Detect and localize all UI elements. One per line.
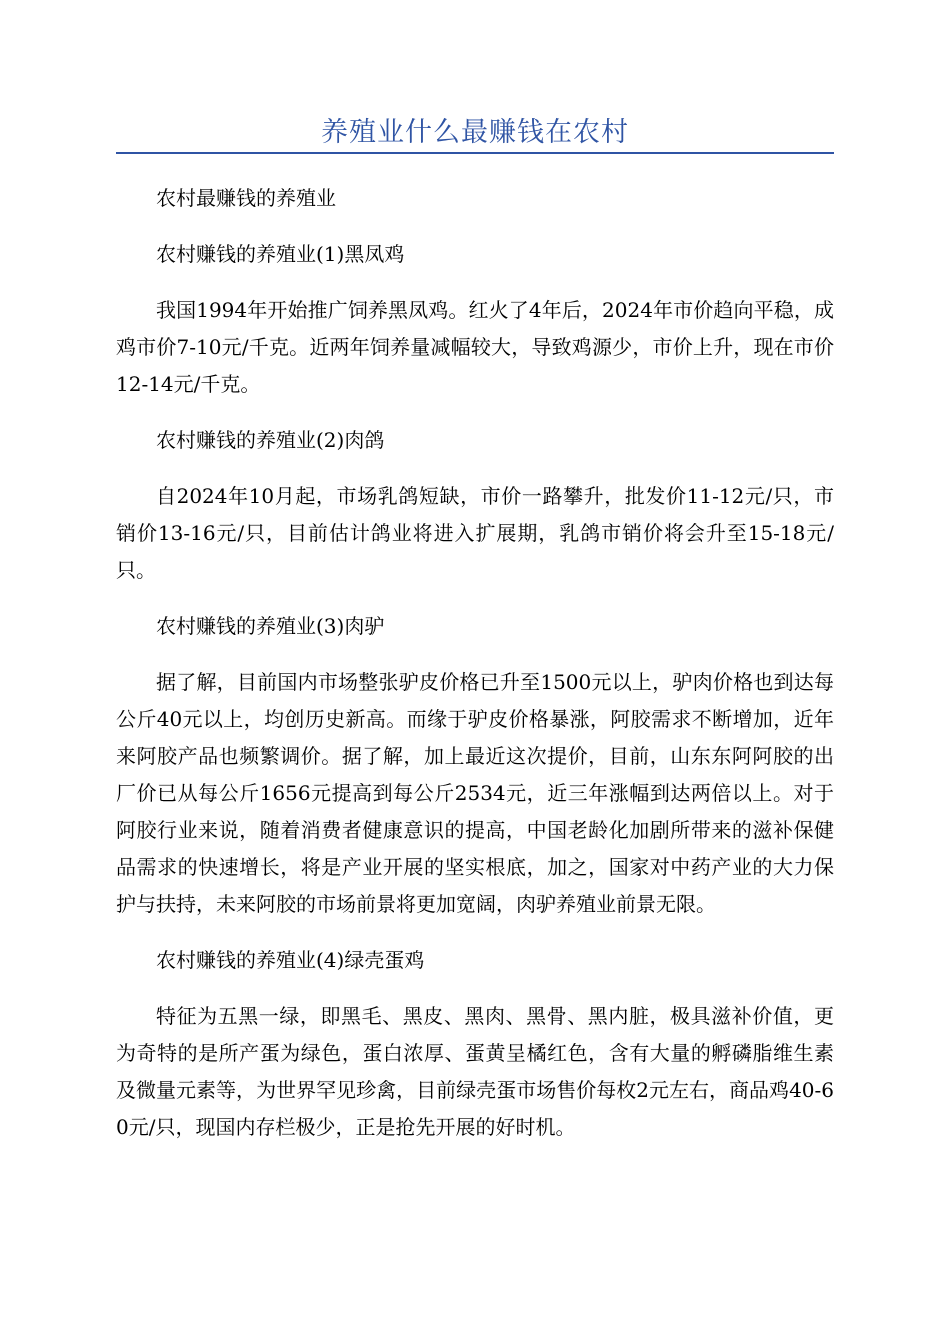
document-page (116, 0, 834, 1165)
section-heading-black-phoenix-chicken: 农村赚钱的养殖业(1)黑凤鸡 (156, 242, 405, 266)
document-body (116, 180, 834, 1146)
section-heading-meat-pigeon: 农村赚钱的养殖业(2)肉鸽 (156, 428, 385, 452)
section-heading-green-shell-egg-chicken: 农村赚钱的养殖业(4)绿壳蛋鸡 (156, 948, 425, 972)
paragraph-meat-donkey: 据了解，目前国内市场整张驴皮价格已升至1500元以上，驴肉价格也到达每公斤40元以上，均创历史新高。而缘于驴皮价格暴涨，阿胶需求不断增加，近年来阿胶产品也频繁调价。据了解，加上最近这次提价，目前，山东东阿阿胶的出厂价已从每公斤1656元提高到每公斤2534元，近三年涨幅到达两倍以上。对于阿胶行业来说，随着消费者健康意识的提高，中国老龄化加剧所带来的滋补保健品需求的快速增长，将是产业开展的坚实根底，加之，国家对中药产业的大力保护与扶持，未来阿胶的市场前景将更加宽阔，肉驴养殖业前景无限。 (116, 670, 834, 916)
title-underline (116, 152, 834, 154)
paragraph-green-shell-egg-chicken: 特征为五黑一绿，即黑毛、黑皮、黑肉、黑骨、黑内脏，极具滋补价值，更为奇特的是所产蛋为绿色，蛋白浓厚、蛋黄呈橘红色，含有大量的孵磷脂维生素及微量元素等，为世界罕见珍禽，目前绿壳蛋市场售价每枚2元左右，商品鸡40-60元/只，现国内存栏极少，正是抢先开展的好时机。 (116, 1004, 834, 1139)
paragraph-black-phoenix-chicken: 我国1994年开始推广饲养黑凤鸡。红火了4年后，2024年市价趋向平稳，成鸡市价7-10元/千克。近两年饲养量减幅较大，导致鸡源少，市价上升，现在市价12-14元/千克。 (116, 298, 834, 396)
paragraph-meat-pigeon: 自2024年10月起，市场乳鸽短缺，市价一路攀升，批发价11-12元/只，市销价13-16元/只，目前估计鸽业将进入扩展期，乳鸽市销价将会升至15-18元/只。 (116, 484, 834, 582)
section-heading-main: 农村最赚钱的养殖业 (156, 186, 336, 210)
document-title: 养殖业什么最赚钱在农村 (321, 117, 629, 148)
section-heading-meat-donkey: 农村赚钱的养殖业(3)肉驴 (156, 614, 385, 638)
